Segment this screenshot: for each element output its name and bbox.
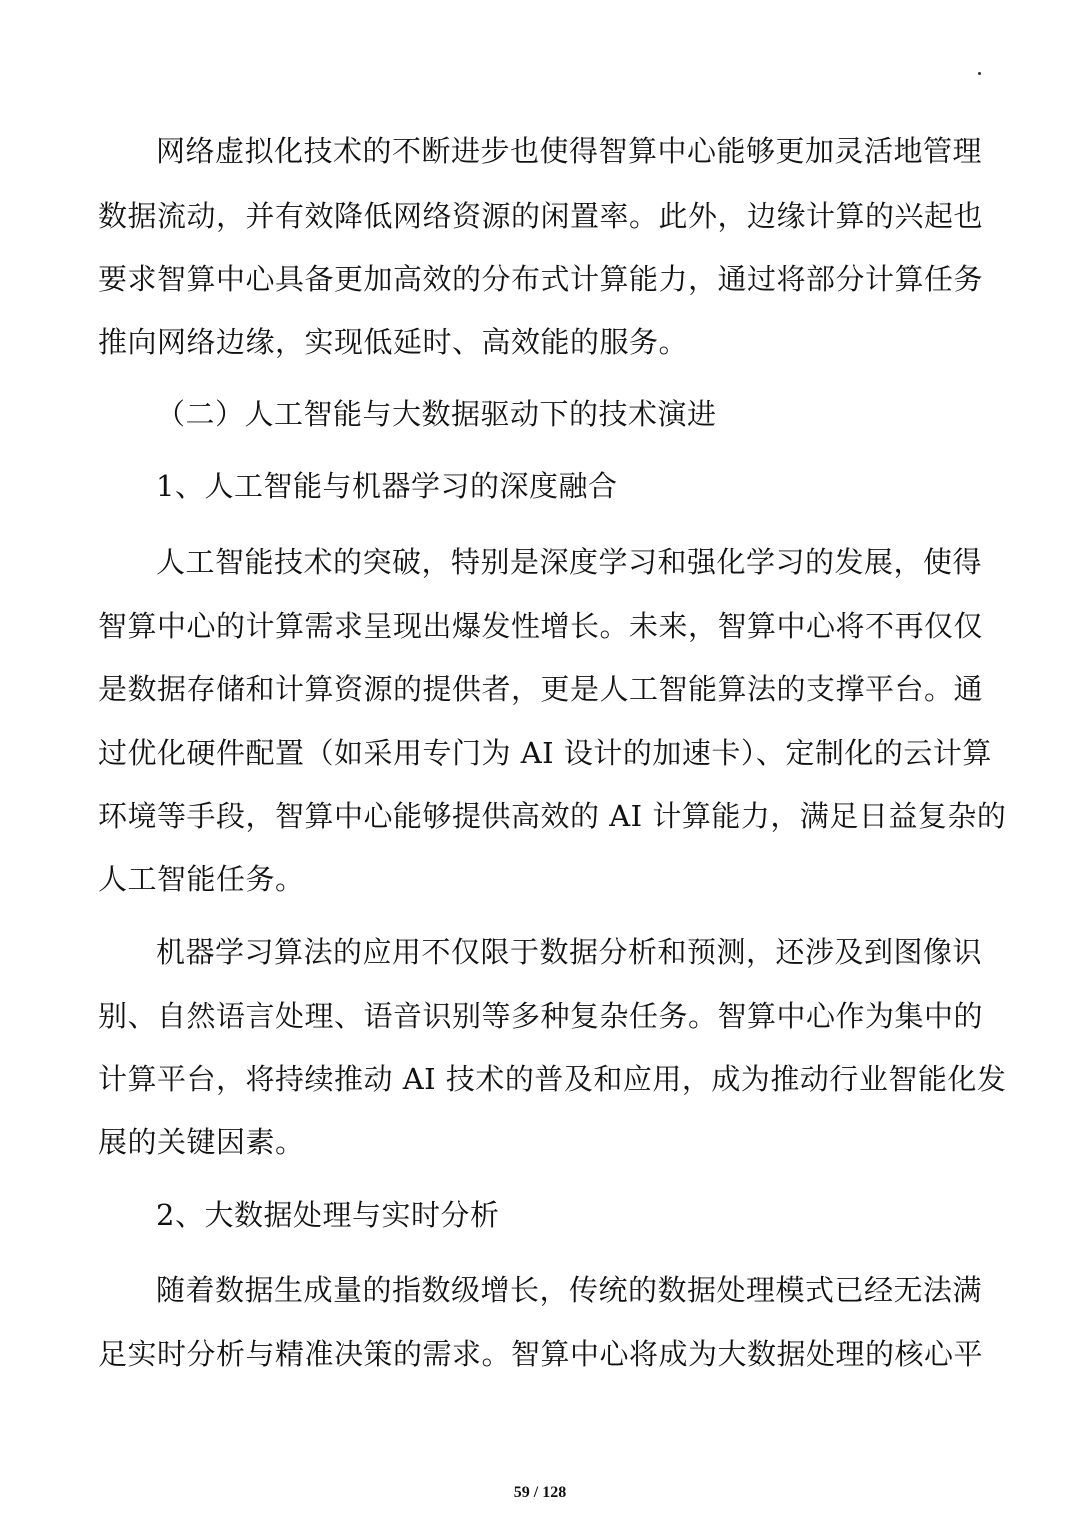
- paragraph-line: 数据流动，并有效降低网络资源的闲置率。此外，边缘计算的兴起也: [98, 199, 984, 233]
- sub-heading: 1、人工智能与机器学习的深度融合: [156, 469, 618, 503]
- paragraph-line: 机器学习算法的应用不仅限于数据分析和预测，还涉及到图像识: [156, 935, 983, 969]
- paragraph-line: 网络虚拟化技术的不断进步也使得智算中心能够更加灵活地管理: [156, 134, 983, 168]
- paragraph-line: 要求智算中心具备更加高效的分布式计算能力，通过将部分计算任务: [98, 262, 984, 296]
- sub-heading: 2、大数据处理与实时分析: [156, 1198, 500, 1232]
- paragraph-line: 别、自然语言处理、语音识别等多种复杂任务。智算中心作为集中的: [98, 999, 984, 1033]
- paragraph-line: 计算平台，将持续推动 AI 技术的普及和应用，成为推动行业智能化发: [98, 1062, 1007, 1096]
- section-heading: （二）人工智能与大数据驱动下的技术演进: [156, 397, 717, 431]
- paragraph-line: 展的关键因素。: [98, 1125, 305, 1159]
- page-number: 59 / 128: [513, 1484, 567, 1501]
- paragraph-line: 人工智能任务。: [98, 862, 305, 896]
- paragraph-line: 人工智能技术的突破，特别是深度学习和强化学习的发展，使得: [156, 545, 983, 579]
- paragraph-line: 随着数据生成量的指数级增长，传统的数据处理模式已经无法满: [156, 1273, 983, 1307]
- corner-dot: [978, 72, 981, 75]
- paragraph-line: 是数据存储和计算资源的提供者，更是人工智能算法的支撑平台。通: [98, 672, 984, 706]
- paragraph-line: 推向网络边缘，实现低延时、高效能的服务。: [98, 325, 689, 359]
- paragraph-line: 智算中心的计算需求呈现出爆发性增长。未来，智算中心将不再仅仅: [98, 609, 984, 643]
- paragraph-line: 环境等手段，智算中心能够提供高效的 AI 计算能力，满足日益复杂的: [98, 799, 1007, 833]
- paragraph-line: 过优化硬件配置（如采用专门为 AI 设计的加速卡）、定制化的云计算: [98, 736, 992, 770]
- paragraph-line: 足实时分析与精准决策的需求。智算中心将成为大数据处理的核心平: [98, 1337, 984, 1371]
